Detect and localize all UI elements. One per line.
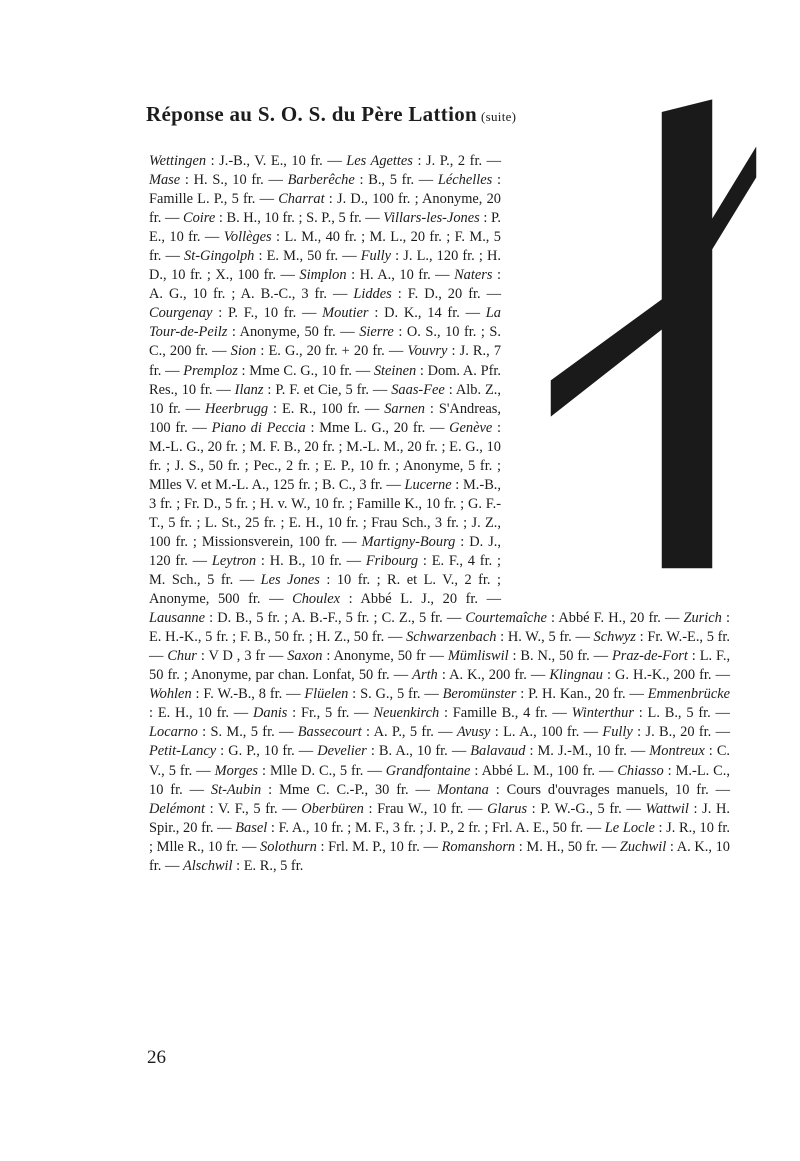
- entry-town: Develier: [317, 743, 367, 760]
- entry-town: Basel: [235, 819, 268, 836]
- entry-donors: Abbé L. J., 20 fr.: [360, 591, 478, 608]
- entry-town: Arth: [412, 667, 438, 684]
- entry-town: Locarno: [149, 724, 198, 741]
- donation-entry: Danis : Fr., 5 fr.: [252, 705, 350, 722]
- entry-donors: F. A., 10 fr. ; M. F., 3 fr. ; J. P., 2 fr. ; Frl. A. E., 50 fr.: [278, 819, 584, 836]
- entry-donors: G. H.-K., 200 fr.: [615, 667, 712, 684]
- donation-entry: Piano di Peccia : Mme L. G., 20 fr.: [211, 419, 426, 436]
- entry-donors: Famille B., 4 fr.: [452, 705, 548, 722]
- donation-entry: Grandfontaine : Abbé L. M., 100 fr.: [385, 762, 595, 779]
- entry-donors: E. H.-K., 5 fr. ; F. B., 50 fr. ; H. Z., 50 fr.: [149, 629, 385, 646]
- entry-donors: E. M., 50 fr.: [266, 248, 339, 265]
- entry-town: Villars-les-Jones: [383, 210, 480, 227]
- donation-entry: Charrat : J. D., 100 fr. ; Anonyme, 20 fr.: [149, 191, 501, 227]
- donation-entry: Heerbrugg : E. R., 100 fr.: [204, 400, 360, 417]
- donation-entry: Schwarzenbach : H. W., 5 fr.: [406, 629, 572, 646]
- entry-donors: Frl. M. P., 10 fr.: [328, 838, 420, 855]
- entry-town: Léchelles: [437, 172, 493, 189]
- donation-entry: Léchelles : Famille L. P., 5 fr.: [149, 172, 501, 208]
- entry-donors: M.-L. C., 10 fr.: [149, 762, 730, 798]
- entry-donors: Abbé L. M., 100 fr.: [481, 762, 595, 779]
- donation-entry: Chiasso : M.-L. C., 10 fr.: [149, 762, 730, 798]
- entry-donors: Mme C. G., 10 fr.: [249, 362, 353, 379]
- entry-donors: S. M., 5 fr.: [210, 724, 275, 741]
- entry-town: Montreux: [649, 743, 705, 760]
- title-text: Réponse au S. O. S. du Père Lattion: [146, 102, 477, 126]
- donation-entry: St-Gingolph : E. M., 50 fr.: [184, 248, 339, 265]
- entry-donors: Cours d'ouvrages manuels, 10 fr.: [506, 781, 709, 798]
- entry-town: Sion: [230, 343, 257, 360]
- entry-donors: L. M., 40 fr. ; M. L., 20 fr. ; F. M., 5 fr.: [149, 229, 501, 265]
- entry-town: Courtemaîche: [465, 610, 547, 627]
- entry-donors: D. B., 5 fr. ; A. B.-F., 5 fr. ; C. Z., 5 fr.: [217, 610, 443, 627]
- entry-donors: O. S., 10 fr. ; S. C., 200 fr.: [149, 324, 502, 360]
- donation-entry: Les Jones : 10 fr. ; R. et L. V., 2 fr. ; Anonyme, 500 fr.: [149, 572, 501, 608]
- donation-entry: Lucerne : M.-B., 3 fr. ; Fr. D., 5 fr. ; H. v. W., 10 fr. ; Famille K., 10 fr. ; G. F.-T., 5 fr. ; L. St., 25 fr. ; E. H., 10 fr. ; Frau Sch., 3 fr. ; J. Z., 100 fr. ; Missionsverein, 100 fr.: [149, 476, 501, 550]
- entry-donors: B. N., 50 fr.: [520, 648, 590, 665]
- entry-town: Heerbrugg: [204, 400, 269, 417]
- donation-entry: La Tour-de-Peilz : Anonyme, 50 fr.: [149, 305, 501, 341]
- entry-town: Ilanz: [234, 381, 264, 398]
- entry-town: Chur: [167, 648, 197, 665]
- entry-donors: J. L., 120 fr. ; H. D., 10 fr. ; X., 100 fr.: [149, 248, 501, 284]
- entry-donors: Famille L. P., 5 fr.: [149, 191, 256, 208]
- entry-donors: L. A., 100 fr.: [503, 724, 580, 741]
- donation-entry: Glarus : P. W.-G., 5 fr.: [487, 800, 622, 817]
- donation-entry: Fully : J. L., 120 fr. ; H. D., 10 fr. ; X., 100 fr.: [149, 248, 501, 284]
- donation-entry: Wettingen : J.-B., V. E., 10 fr.: [149, 153, 323, 169]
- entry-town: St-Aubin: [210, 781, 262, 798]
- entry-town: St-Gingolph: [184, 248, 255, 265]
- donation-entry: Mase : H. S., 10 fr.: [149, 172, 264, 189]
- entry-donors: J. D., 100 fr. ; Anonyme, 20 fr.: [149, 191, 501, 227]
- entry-donors: P. E., 10 fr.: [149, 210, 501, 246]
- donation-entry: Martigny-Bourg : D. J., 120 fr.: [149, 533, 501, 569]
- entry-town: Sarnen: [384, 400, 425, 417]
- donation-entry: Locarno : S. M., 5 fr.: [149, 724, 275, 741]
- entry-town: Zuchwil: [619, 838, 667, 855]
- donation-entry: Sion : E. G., 20 fr. + 20 fr.: [230, 343, 385, 360]
- entry-town: Fribourg: [365, 552, 419, 569]
- entry-town: Morges: [214, 762, 259, 779]
- entry-town: Lausanne: [149, 610, 205, 627]
- entry-donors: P. F., 10 fr.: [228, 305, 297, 322]
- entry-donors: M. H., 50 fr.: [526, 838, 599, 855]
- donation-entry: Saas-Fee : Alb. Z., 10 fr.: [149, 381, 501, 417]
- entry-town: Klingnau: [549, 667, 603, 684]
- donation-entry: Naters : A. G., 10 fr. ; A. B.-C., 3 fr.: [149, 267, 501, 303]
- entry-donors: B. H., 10 fr. ; S. P., 5 fr.: [226, 210, 362, 227]
- entry-donors: Fr., 5 fr.: [300, 705, 350, 722]
- entry-donors: E. G., 20 fr. + 20 fr.: [268, 343, 385, 360]
- entry-town: Schwyz: [593, 629, 636, 646]
- entry-donors: J. R., 7 fr.: [149, 343, 502, 379]
- entry-donors: C. V., 5 fr.: [149, 743, 731, 779]
- entry-town: Neuenkirch: [373, 705, 440, 722]
- donation-entry: Beromünster : P. H. Kan., 20 fr.: [442, 686, 626, 703]
- entry-town: Delémont: [149, 800, 205, 817]
- entry-donors: L. B., 5 fr.: [647, 705, 711, 722]
- entry-town: Le Locle: [604, 819, 655, 836]
- entry-donors: B. A., 10 fr.: [378, 743, 448, 760]
- entry-donors: J.-B., V. E., 10 fr.: [219, 153, 323, 169]
- entry-donors: J. R., 10 fr. ; Mlle R., 10 fr.: [149, 819, 730, 855]
- entry-donors: J. H. Spir., 20 fr.: [149, 800, 730, 836]
- donation-entry: Zuchwil : A. K., 10 fr.: [149, 838, 730, 874]
- donation-entry: Lausanne : D. B., 5 fr. ; A. B.-F., 5 fr. ; C. Z., 5 fr.: [149, 610, 443, 627]
- entry-town: Les Jones: [260, 572, 320, 589]
- entry-donors: V. F., 5 fr.: [217, 800, 278, 817]
- entry-donors: Mlle D. C., 5 fr.: [269, 762, 364, 779]
- entry-donors: A. G., 10 fr. ; A. B.-C., 3 fr.: [149, 286, 327, 303]
- entry-donors: M.-B., 3 fr. ; Fr. D., 5 fr. ; H. v. W., 10 fr. ; Famille K., 10 fr. ; G. F.-T., 5 fr. ; L. St., 25 fr. ; E. H., 10 fr. ; Frau Sch., 3 fr. ; J. Z., 100 fr. ; Missionsverein, 100 fr.: [149, 476, 501, 550]
- donation-entry: Genève : M.-L. G., 20 fr. ; M. F. B., 20 fr. ; M.-L. M., 20 fr. ; E. G., 10 fr. ; J. S., 50 fr. ; Pec., 2 fr. ; E. P., 10 fr. ; Anonyme, 5 fr. ; Mlles V. et M.-L. A., 125 fr. ; B. C., 3 fr.: [149, 419, 501, 493]
- entry-donors: Mme C. C.-P., 30 fr.: [279, 781, 409, 798]
- entry-town: Beromünster: [442, 686, 517, 703]
- entry-donors: 10 fr. ; R. et L. V., 2 fr. ; Anonyme, 500 fr.: [149, 572, 501, 608]
- donation-entry: Barberêche : B., 5 fr.: [287, 172, 415, 189]
- entry-town: Courgenay: [149, 305, 213, 322]
- entry-donors: H. S., 10 fr.: [193, 172, 264, 189]
- entry-donors: Dom. A. Pfr. Res., 10 fr.: [149, 362, 502, 398]
- entry-town: Wattwil: [645, 800, 689, 817]
- entry-town: Bassecourt: [297, 724, 362, 741]
- donation-entry: Solothurn : Frl. M. P., 10 fr.: [260, 838, 420, 855]
- donation-entry: Avusy : L. A., 100 fr.: [456, 724, 580, 741]
- entry-town: Vouvry: [407, 343, 448, 360]
- entry-donors: D. J., 120 fr.: [149, 533, 501, 569]
- entry-donors: E. H., 10 fr.: [157, 705, 229, 722]
- entry-donors: M. J.-M., 10 fr.: [537, 743, 627, 760]
- donation-entry: Moutier : D. K., 14 fr.: [322, 305, 460, 322]
- donation-entry: Fully : J. B., 20 fr.: [602, 724, 712, 741]
- entry-donors: V D , 3 fr: [208, 648, 266, 665]
- entry-town: Chiasso: [617, 762, 664, 779]
- entry-town: Glarus: [487, 800, 528, 817]
- entry-donors: P. W.-G., 5 fr.: [540, 800, 622, 817]
- entry-donors: G. P., 10 fr.: [228, 743, 295, 760]
- entry-donors: F. W.-B., 8 fr.: [203, 686, 283, 703]
- donation-entry: Develier : B. A., 10 fr.: [317, 743, 448, 760]
- donation-entry: Sarnen : S'Andreas, 100 fr.: [149, 400, 501, 436]
- donation-entry: Petit-Lancy : G. P., 10 fr.: [149, 743, 295, 760]
- entry-town: Montana: [436, 781, 489, 798]
- entry-town: Solothurn: [260, 838, 317, 855]
- entry-donors: Abbé F. H., 20 fr.: [558, 610, 661, 627]
- entry-donors: L. F., 50 fr. ; Anonyme, par chan. Lonfat, 50 fr.: [149, 648, 731, 684]
- donation-entry: Villars-les-Jones : P. E., 10 fr.: [149, 210, 501, 246]
- entry-town: Moutier: [322, 305, 369, 322]
- entry-town: Mase: [149, 172, 181, 189]
- donation-entry: Wohlen : F. W.-B., 8 fr.: [149, 686, 283, 703]
- donation-entry: Le Locle : J. R., 10 fr. ; Mlle R., 10 fr.: [149, 819, 730, 855]
- entry-town: Simplon: [299, 267, 347, 284]
- entry-donors: A. K., 10 fr.: [149, 838, 730, 874]
- entry-town: Charrat: [278, 191, 325, 208]
- donation-entry: Courtemaîche : Abbé F. H., 20 fr.: [465, 610, 661, 627]
- entry-town: Sierre: [359, 324, 394, 341]
- donation-entry: Winterthur : L. B., 5 fr.: [571, 705, 711, 722]
- entry-donors: H. W., 5 fr.: [507, 629, 572, 646]
- entry-donors: F. D., 20 fr.: [407, 286, 481, 303]
- entry-donors: P. H. Kan., 20 fr.: [528, 686, 626, 703]
- donation-entry: Courgenay : P. F., 10 fr.: [149, 305, 297, 322]
- entry-town: Piano di Peccia: [211, 419, 306, 436]
- entry-donors: Frau W., 10 fr.: [377, 800, 464, 817]
- entry-donors: A. K., 200 fr.: [449, 667, 527, 684]
- donation-entry: Balavaud : M. J.-M., 10 fr.: [470, 743, 627, 760]
- donation-entry: Romanshorn : M. H., 50 fr.: [441, 838, 599, 855]
- donation-entry: Emmenbrücke : E. H., 10 fr.: [149, 686, 731, 722]
- donation-entry: Montana : Cours d'ouvrages manuels, 10 fr.: [436, 781, 709, 798]
- entry-donors: S'Andreas, 100 fr.: [149, 400, 501, 436]
- entry-town: Saxon: [287, 648, 323, 665]
- entry-town: Praz-de-Fort: [611, 648, 688, 665]
- entry-donors: E. F., 4 fr. ; M. Sch., 5 fr.: [149, 552, 502, 589]
- entry-list: Wettingen : J.-B., V. E., 10 fr. — Les Agettes : J. P., 2 fr. — Mase : H. S., 10 fr. — Barberêche : B., 5 fr. — Léchelles : Famille L. P., 5 fr. — Charrat : J. D., 100 fr. ; Anonyme, 20 fr. — Coire : B. H., 10 fr. ; S. P., 5 fr. — Villars-les-Jones : P. E., 10 fr. — Vollèges : L. M., 40 fr. ; M. L., 20 fr. ; F. M., 5 fr. — St-Gingolph : E. M., 50 fr. — Fully : J. L., 120 fr. ; H. D., 10 fr. ; X., 100 fr. — Simplon : H. A., 10 fr. — Naters : A. G., 10 fr. ; A. B.-C., 3 fr. — Liddes : F. D., 20 fr. — Courgenay : P. F., 10 fr. — Moutier : D. K., 14 fr. — La Tour-de-Peilz : Anonyme, 50 fr. — Sierre : O. S., 10 fr. ; S. C., 200 fr. — Sion : E. G., 20 fr. + 20 fr. — Vouvry : J. R., 7 fr. — Premploz : Mme C. G., 10 fr. — Steinen : Dom. A. Pfr. Res., 10 fr. — Ilanz : P. F. et Cie, 5 fr. — Saas-Fee : Alb. Z., 10 fr. — Heerbrugg : E. R., 100 fr. — Sarnen : S'Andreas, 100 fr. — Piano di Peccia : Mme L. G., 20 fr. — Genève : M.-L. G., 20 fr. ; M. F. B., 20 fr. ; M.-L. M., 20 fr. ; E. G., 10 fr. ; J. S., 50 fr. ; Pec., 2 fr. ; E. P., 10 fr. ; Anonyme, 5 fr. ; Mlles V. et M.-L. A., 125 fr. ; B. C., 3 fr. — Lucerne : M.-B., 3 fr. ; Fr. D., 5 fr. ; H. v. W., 10 fr. ; Famille K., 10 fr. ; G. F.-T., 5 fr. ; L. St., 25 fr. ; E. H., 10 fr. ; Frau Sch., 3 fr. ; J. Z., 100 fr. ; Missionsverein, 100 fr. — Martigny-Bourg : D. J., 120 fr. — Leytron : H. B., 10 fr. — Fribourg : E. F., 4 fr. ; M. Sch., 5 fr. — Les Jones : 10 fr. ; R. et L. V., 2 fr. ; Anonyme, 500 fr. — Choulex : Abbé L. J., 20 fr. — Lausanne : D. B., 5 fr. ; A. B.-F., 5 fr. ; C. Z., 5 fr. — Courtemaîche : Abbé F. H., 20 fr. — Zurich : E. H.-K., 5 fr. ; F. B., 50 fr. ; H. Z., 50 fr. — Schwarzenbach : H. W., 5 fr. — Schwyz : Fr. W.-E., 5 fr. — Chur : V D , 3 fr — Saxon : Anonyme, 50 fr — Mümliswil : B. N., 50 fr. — Praz-de-Fort : L. F., 50 fr. ; Anonyme, par chan. Lonfat, 50 fr. — Arth : A. K., 200 fr. — Klingnau : G. H.-K., 200 fr. — Wohlen : F. W.-B., 8 fr. — Flüelen : S. G., 5 fr. — Beromünster : P. H. Kan., 20 fr. — Emmenbrücke : E. H., 10 fr. — Danis : Fr., 5 fr. — Neuenkirch : Famille B., 4 fr. — Winterthur : L. B., 5 fr. — Locarno : S. M., 5 fr. — Bassecourt : A. P., 5 fr. — Avusy : L. A., 100 fr. — Fully : J. B., 20 fr. — Petit-Lancy : G. P., 10 fr. — Develier : B. A., 10 fr. — Balavaud : M. J.-M., 10 fr. — Montreux : C. V., 5 fr. — Morges : Mlle D. C., 5 fr. — Grandfontaine : Abbé L. M., 100 fr. — Chiasso : M.-L. C., 10 fr. — St-Aubin : Mme C. C.-P., 30 fr. — Montana : Cours d'ouvrages manuels, 10 fr. — Delémont : V. F., 5 fr. — Oberbüren : Frau W., 10 fr. — Glarus : P. W.-G., 5 fr. — Wattwil : J. H. Spir., 20 fr. — Basel : F. A., 10 fr. ; M. F., 3 fr. ; J. P., 2 fr. ; Frl. A. E., 50 fr. — Le Locle : J. R., 10 fr. ; Mlle R., 10 fr. — Solothurn : Frl. M. P., 10 fr. — Romanshorn : M. H., 50 fr. — Zuchwil : A. K., 10 fr. — Alschwil : E. R., 5 fr.: [149, 153, 731, 874]
- entry-town: Mümliswil: [447, 648, 509, 665]
- donation-entry: Wattwil : J. H. Spir., 20 fr.: [149, 800, 730, 836]
- entry-donors: M.-L. G., 20 fr. ; M. F. B., 20 fr. ; M.-L. M., 20 fr. ; E. G., 10 fr. ; J. S., 50 fr. ; Pec., 2 fr. ; E. P., 10 fr. ; Anonyme, 5 fr. ; Mlles V. et M.-L. A., 125 fr. ; B. C., 3 fr.: [149, 438, 501, 493]
- entry-donors: S. G., 5 fr.: [360, 686, 421, 703]
- entry-town: Saas-Fee: [391, 381, 445, 398]
- entry-town: Les Agettes: [346, 153, 413, 169]
- entry-donors: E. R., 100 fr.: [281, 400, 360, 417]
- entry-donors: Anonyme, 50 fr.: [239, 324, 336, 341]
- donation-entry: Delémont : V. F., 5 fr.: [149, 800, 278, 817]
- donation-entry: Saxon : Anonyme, 50 fr: [287, 648, 426, 665]
- donation-entry: Steinen : Dom. A. Pfr. Res., 10 fr.: [149, 362, 502, 398]
- title-suite: (suite): [481, 109, 517, 124]
- entry-donors: E. R., 5 fr.: [243, 857, 304, 874]
- donation-entry: Vouvry : J. R., 7 fr.: [149, 343, 502, 379]
- donation-entry: Schwyz : Fr. W.-E., 5 fr.: [593, 629, 731, 646]
- entry-town: Premploz: [183, 362, 238, 379]
- entry-town: La Tour-de-Peilz: [149, 305, 501, 341]
- entry-town: Wettingen: [149, 153, 207, 169]
- entry-donors: A. P., 5 fr.: [373, 724, 434, 741]
- page-title: [146, 102, 516, 127]
- entry-town: Vollèges: [223, 229, 272, 246]
- donation-entry: Alschwil : E. R., 5 fr.: [182, 857, 304, 874]
- donation-entry: Zurich : E. H.-K., 5 fr. ; F. B., 50 fr. ; H. Z., 50 fr.: [149, 610, 730, 646]
- entry-donors: H. A., 10 fr.: [359, 267, 431, 284]
- entry-town: Schwarzenbach: [406, 629, 497, 646]
- entry-town: Danis: [252, 705, 288, 722]
- entry-donors: Fr. W.-E., 5 fr.: [647, 629, 731, 646]
- donation-entry: St-Aubin : Mme C. C.-P., 30 fr.: [210, 781, 409, 798]
- entry-town: Martigny-Bourg: [361, 533, 456, 550]
- entry-town: Choulex: [292, 591, 341, 608]
- entry-donors: Mme L. G., 20 fr.: [319, 419, 426, 436]
- donation-entry: Choulex : Abbé L. J., 20 fr.: [292, 591, 478, 608]
- donation-entry: Fribourg : E. F., 4 fr. ; M. Sch., 5 fr.: [149, 552, 502, 589]
- donation-entry: Flüelen : S. G., 5 fr.: [304, 686, 421, 703]
- entry-town: Liddes: [353, 286, 392, 303]
- donation-entry: Liddes : F. D., 20 fr.: [353, 286, 481, 303]
- cross-space: [501, 152, 730, 605]
- donation-entry: Bassecourt : A. P., 5 fr.: [297, 724, 434, 741]
- entry-town: Grandfontaine: [385, 762, 471, 779]
- entry-donors: P. F. et Cie, 5 fr.: [275, 381, 369, 398]
- entry-town: Romanshorn: [441, 838, 516, 855]
- donation-entry: Montreux : C. V., 5 fr.: [149, 743, 731, 779]
- entry-town: Flüelen: [304, 686, 349, 703]
- entry-donors: Anonyme, 50 fr: [333, 648, 426, 665]
- donation-entry: Vollèges : L. M., 40 fr. ; M. L., 20 fr. ; F. M., 5 fr.: [149, 229, 501, 265]
- donation-entry: Sierre : O. S., 10 fr. ; S. C., 200 fr.: [149, 324, 502, 360]
- donation-list: [149, 152, 730, 876]
- entry-town: Emmenbrücke: [647, 686, 731, 703]
- entry-donors: J. P., 2 fr.: [426, 153, 483, 169]
- entry-town: Winterthur: [571, 705, 634, 722]
- donation-entry: Leytron : H. B., 10 fr.: [211, 552, 342, 569]
- donation-entry: Mümliswil : B. N., 50 fr.: [447, 648, 590, 665]
- donation-entry: Morges : Mlle D. C., 5 fr.: [214, 762, 364, 779]
- entry-town: Lucerne: [404, 476, 452, 493]
- donation-entry: Oberbüren : Frau W., 10 fr.: [301, 800, 464, 817]
- donation-entry: Arth : A. K., 200 fr.: [412, 667, 527, 684]
- entry-town: Leytron: [211, 552, 257, 569]
- entry-town: Fully: [602, 724, 633, 741]
- entry-donors: Alb. Z., 10 fr.: [149, 381, 501, 417]
- donation-entry: Neuenkirch : Famille B., 4 fr.: [373, 705, 548, 722]
- entry-donors: B., 5 fr.: [368, 172, 415, 189]
- entry-town: Wohlen: [149, 686, 192, 703]
- entry-town: Fully: [360, 248, 392, 265]
- donation-entry: Chur : V D , 3 fr: [167, 648, 266, 665]
- donation-entry: Klingnau : G. H.-K., 200 fr.: [549, 667, 712, 684]
- entry-town: Steinen: [373, 362, 417, 379]
- entry-town: Alschwil: [182, 857, 233, 874]
- page-number: 26: [147, 1047, 166, 1068]
- entry-town: Barberêche: [287, 172, 355, 189]
- entry-town: Coire: [183, 210, 216, 227]
- donation-entry: Premploz : Mme C. G., 10 fr.: [183, 362, 353, 379]
- entry-town: Genève: [449, 419, 493, 436]
- entry-town: Oberbüren: [301, 800, 364, 817]
- entry-town: Zurich: [683, 610, 722, 627]
- donation-entry: Praz-de-Fort : L. F., 50 fr. ; Anonyme, par chan. Lonfat, 50 fr.: [149, 648, 731, 684]
- entry-town: Balavaud: [470, 743, 526, 760]
- donation-entry: Simplon : H. A., 10 fr.: [299, 267, 431, 284]
- donation-entry: Les Agettes : J. P., 2 fr.: [346, 153, 483, 169]
- donation-entry: Coire : B. H., 10 fr. ; S. P., 5 fr.: [183, 210, 362, 227]
- entry-donors: J. B., 20 fr.: [645, 724, 712, 741]
- entry-town: Avusy: [456, 724, 491, 741]
- entry-town: Naters: [454, 267, 493, 284]
- entry-donors: D. K., 14 fr.: [384, 305, 460, 322]
- entry-donors: H. B., 10 fr.: [269, 552, 342, 569]
- entry-town: Petit-Lancy: [149, 743, 217, 760]
- donation-entry: Basel : F. A., 10 fr. ; M. F., 3 fr. ; J. P., 2 fr. ; Frl. A. E., 50 fr.: [235, 819, 584, 836]
- donation-entry: Ilanz : P. F. et Cie, 5 fr.: [234, 381, 369, 398]
